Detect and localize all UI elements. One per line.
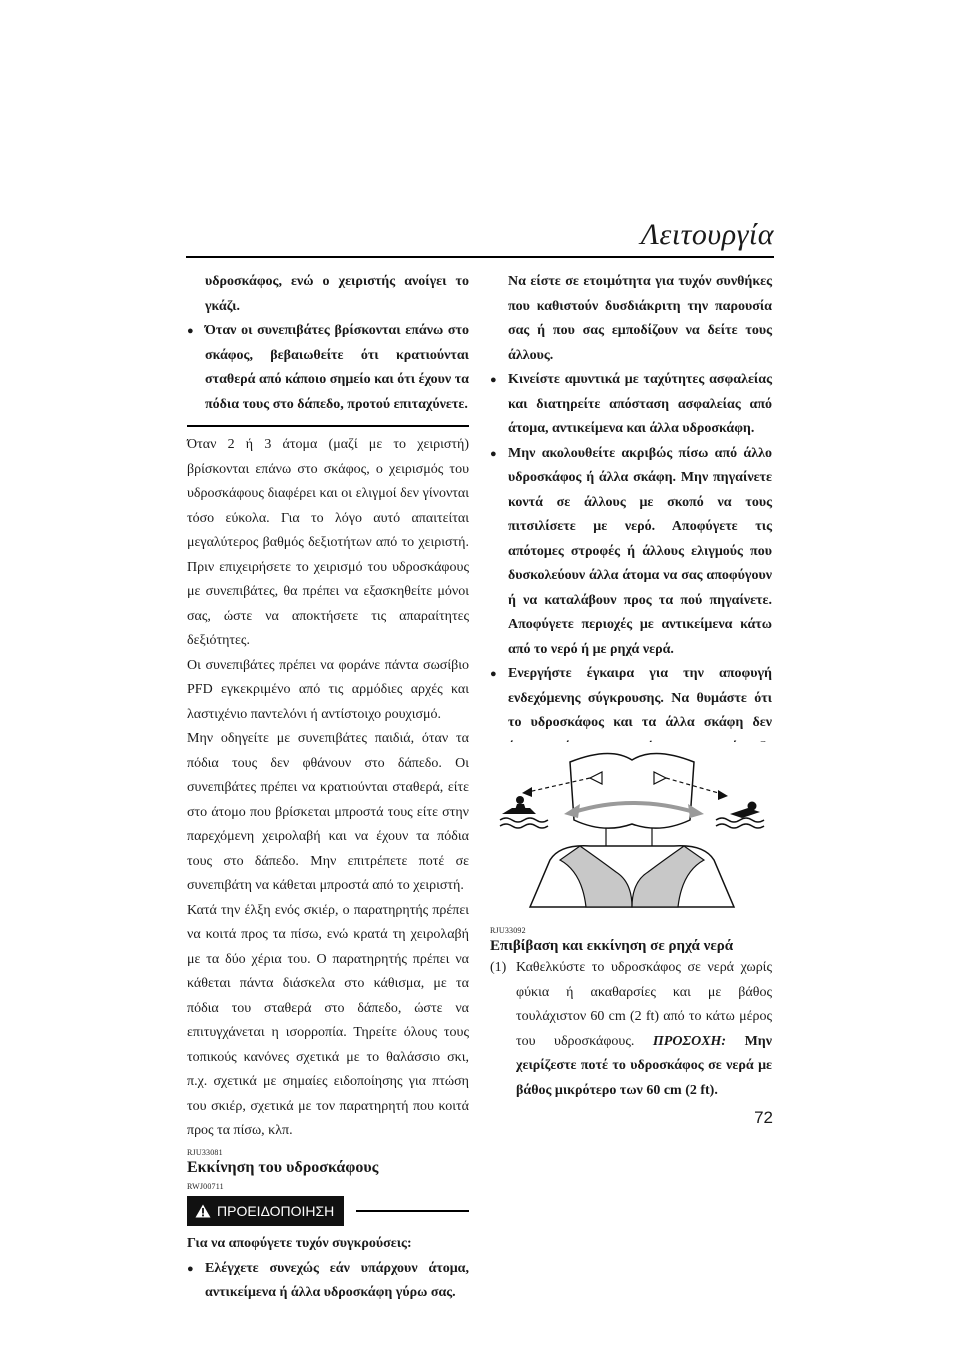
seat-outline — [530, 846, 734, 907]
section-heading-shallow: Επιβίβαση και εκκίνηση σε ρηχά νερά — [490, 938, 734, 954]
warning-end-rule — [187, 425, 469, 427]
observer-illustration — [490, 742, 774, 920]
step-number: (1) — [490, 960, 507, 975]
section-code: RJU33081 — [187, 1147, 223, 1157]
step-text: Καθελκύστε το υδροσκάφος σε νερά χωρίς φύκια ή ακαθαρσίες και με βάθος τουλάχιστον 60 cm (2 ft) από το κάτω μέρος του υδροσκάφους. — [516, 960, 772, 1049]
warning-triangle-icon — [195, 1204, 211, 1218]
warning-bullet-passengers: ● Όταν οι συνεπιβάτες βρίσκονται επάνω στο σκάφος, βεβαιωθείτε ότι κρατιούνται σταθερά από κάποιο σημείο και ότι έχουν τα πόδια τους στο δάπεδο, προτού επιταχύνετε. — [187, 319, 469, 417]
right-column-lower — [490, 926, 772, 1103]
paragraph-passengers: Όταν 2 ή 3 άτομα (μαζί με το χειριστή) βρίσκονται επάνω στο σκάφος, ο χειρισμός του υδροσκάφους διαφέρει και οι ελιγμοί δεν γίνονται τόσο εύκολα. Για το λόγο αυτό απαιτείται μεγαλύτερος βαθμός δεξιοτήτων από το χειριστή. Πριν επιχειρήσετε το χειρισμό του υδροσκάφους με συνεπιβάτες, θα πρέπει να εξασκηθείτε μόνοι σας, ώστε να αποκτήσετε τις απαραίτητες δεξιότητες. — [187, 437, 469, 648]
warning-banner-rule — [356, 1210, 469, 1212]
caution-label: ΠΡΟΣΟΧΗ: — [652, 1033, 727, 1049]
section-code-shallow: RJU33092 — [490, 926, 526, 935]
warning-banner — [187, 1196, 469, 1227]
warning-label-box — [187, 1196, 344, 1227]
warning-item-defensive: ● Κινείστε αμυντικά με ταχύτητες ασφαλείας και διατηρείτε απόσταση ασφαλείας από άτομα, αντικείμενα και άλλα υδροσκάφη. — [490, 368, 772, 442]
warning-item-check: ● Ελέγχετε συνεχώς εάν υπάρχουν άτομα, αντικείμενα ή άλλα υδροσκάφη γύρω σας. — [187, 1257, 469, 1306]
warning-code: RWJ00711 — [187, 1181, 224, 1191]
observer-torso — [570, 753, 694, 828]
header-rule — [186, 256, 774, 258]
warning-continuation: υδροσκάφος, ενώ ο χειριστής ανοίγει το γκάζι. — [205, 274, 469, 314]
step-1 — [490, 956, 772, 1103]
caution-text: Μην χειρίζεστε ποτέ το υδροσκάφος σε νερά με βάθος μικρότερο των 60 cm (2 ft). — [516, 1033, 772, 1098]
warning-item-continuation: Να είστε σε ετοιμότητα για τυχόν συνθήκες που καθιστούν δυσδιάκριτη την παρουσία σας ή που σας εμποδίζουν να δείτε τους άλλους. — [508, 274, 772, 363]
paragraph-pfd: Οι συνεπιβάτες πρέπει να φοράνε πάντα σωσίβιο PFD εγκεκριμένο από τις αρμόδιες αρχές και λαστιχένιο παντελόνι ή αντίστοιχο ρουχισμό. — [187, 657, 469, 722]
page-number: 72 — [754, 1108, 773, 1127]
warning-item-follow: ● Μην ακολουθείτε ακριβώς πίσω από άλλο υδροσκάφος ή άλλα σκάφη. Μην πηγαίνετε κοντά σε άλλους με σκοπό να τους πιτσιλίσετε με νερό. Αποφύγετε τις απότομες στροφές ή άλλους ελιγμούς που δυσκολεύουν άλλα άτομα να σας αποφύγουν ή να καταλάβουν προς τα πού πηγαίνετε. Αποφύγετε περιοχές με αντικείμενα κάτω από το νερό ή με ρηχά νερά. — [490, 442, 772, 663]
page-header-title: Λειτουργία — [640, 218, 774, 251]
warning-item-collision: ● Ενεργήστε έγκαιρα για την αποφυγή ενδεχόμενης σύγκρουσης. Να θυμάστε ότι το υδροσκάφος και τα άλλα σκάφη δεν — [490, 662, 772, 834]
paragraph-skier: Κατά την έλξη ενός σκιέρ, ο παρατηρητής πρέπει να κοιτά προς τα πίσω, ενώ κρατά τη χειρολαβή με τα δύο χέρια του. Ο παρατηρητής πρέπει να κάθεται πάντα διάσκελα στο κάθισμα, με τα πόδια του σταθερά στο δάπεδο, ώστε να επιτυγχάνεται η ισορροπία. Τηρείτε όλους τους τοπικούς κανόνες σχετικά με το θαλάσσιο σκι, π.χ. σχετικά με σημαίες ειδοποίησης για πτώση του σκιέρ, σχετικά με τον παρατηρητή που κοιτά προς τα πίσω, κλπ. — [187, 902, 469, 1138]
paragraph-children: Μην οδηγείτε με συνεπιβάτες παιδιά, όταν τα πόδια τους δεν φθάνουν στο δάπεδο. Οι συνεπιβάτες πρέπει να κρατιούνται σταθερά, είτε στο άτομο που βρίσκεται μπροστά τους είτε στην παρεχόμενη χειρολαβή και να έχουν τα πόδια τους στο δάπεδο. Μην επιτρέπετε ποτέ σε συνεπιβάτη να κάθεται μπροστά από το χειριστή. — [187, 731, 469, 893]
left-column — [187, 270, 469, 1306]
warning-intro: Για να αποφύγετε τυχόν συγκρούσεις: — [187, 1236, 412, 1251]
warning-label: ΠΡΟΕΙΔΟΠΟΙΗΣΗ — [217, 1202, 335, 1219]
section-heading-start: Εκκίνηση του υδροσκάφους — [187, 1158, 379, 1176]
